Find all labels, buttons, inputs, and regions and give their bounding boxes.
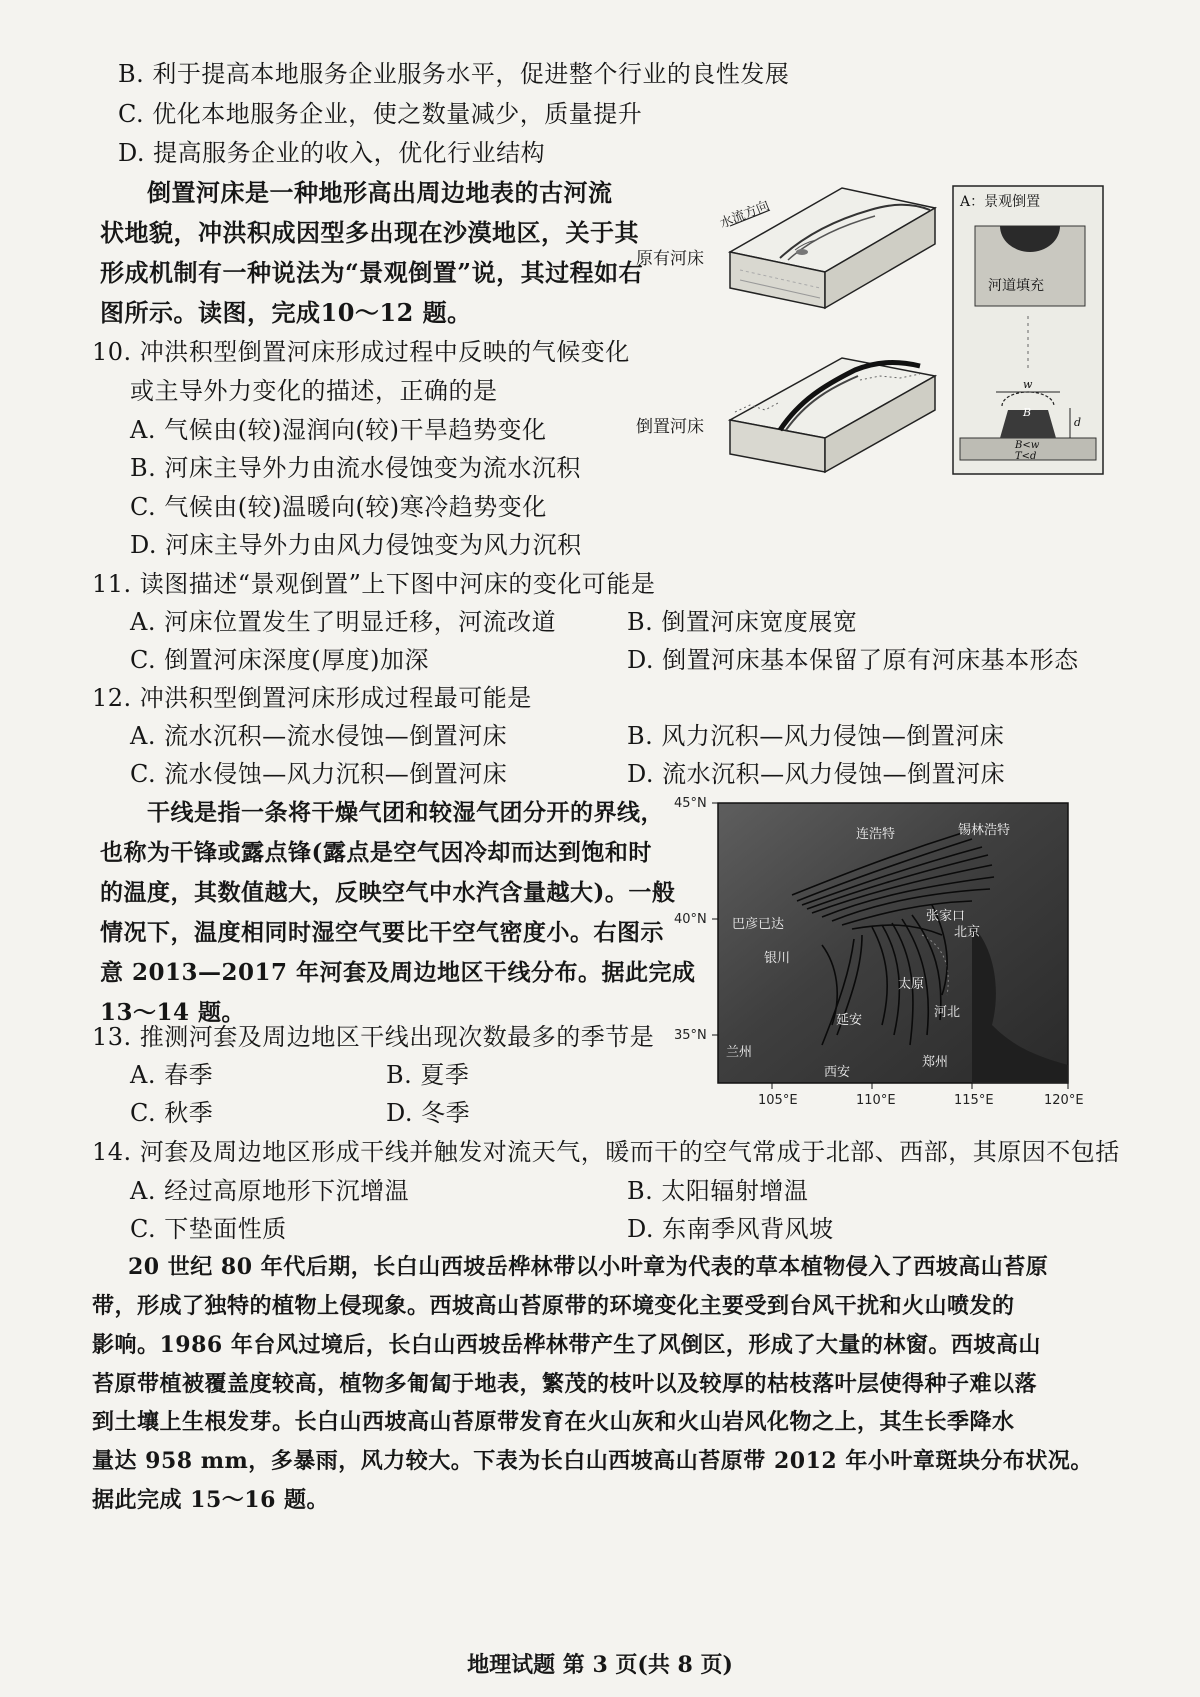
option-b-prev: B. 利于提高本地服务企业服务水平，促进整个行业的良性发展 (118, 60, 790, 88)
intro-dryline-line-5: 意 2013—2017 年河套及周边地区干线分布。据此完成 (100, 959, 696, 986)
q13-option-c: C. 秋季 (130, 1099, 214, 1127)
riverbed-figure (630, 180, 1105, 480)
d-label: d (1074, 416, 1082, 429)
q14-option-a: A. 经过高原地形下沉增温 (130, 1177, 410, 1205)
q10-stem-1: 10. 冲洪积型倒置河床形成过程中反映的气候变化 (92, 338, 630, 366)
q10-option-d: D. 河床主导外力由风力侵蚀变为风力沉积 (130, 531, 582, 559)
lat-45-label: 45°N (674, 796, 707, 811)
q13-option-b: B. 夏季 (386, 1061, 470, 1089)
place-lianhaote: 连浩特 (856, 827, 896, 842)
q12-stem: 12. 冲洪积型倒置河床形成过程最可能是 (92, 684, 532, 712)
intro-dryline-line-6: 13～14 题。 (100, 999, 246, 1026)
dryline-map-graphic (672, 795, 1092, 1115)
q12-option-c: C. 流水侵蚀—风力沉积—倒置河床 (130, 760, 508, 788)
place-zhengzhou: 郑州 (922, 1055, 949, 1070)
place-xilinhaote: 锡林浩特 (958, 823, 1011, 838)
place-taiyuan: 太原 (898, 977, 925, 992)
intro-dryline-line-4: 情况下，温度相同时湿空气要比干空气密度小。右图示 (100, 919, 664, 946)
q14-option-c: C. 下垫面性质 (130, 1215, 287, 1243)
place-zhangjiakou: 张家口 (926, 909, 966, 924)
q12-option-a: A. 流水沉积—流水侵蚀—倒置河床 (130, 722, 508, 750)
inverted-riverbed-label: 倒置河床 (636, 417, 704, 437)
lon-110-label: 110°E (856, 1093, 896, 1108)
intro-riverbed-line-1: 倒置河床是一种地形高出周边地表的古河流 (147, 178, 613, 207)
q11-stem: 11. 读图描述“景观倒置”上下图中河床的变化可能是 (92, 570, 656, 598)
q11-option-d: D. 倒置河床基本保留了原有河床基本形态 (627, 646, 1079, 674)
intro-changbai-line-5: 到土壤上生根发芽。长白山西坡高山苔原带发育在火山灰和火山岩风化物之上，其生长季降水 (92, 1409, 1015, 1435)
lat-40-label: 40°N (674, 912, 707, 927)
intro-dryline-line-2: 也称为干锋或露点锋(露点是空气因冷却而达到饱和时 (100, 839, 652, 866)
q13-option-a: A. 春季 (130, 1061, 214, 1089)
b-less-w-label: B<w (1015, 440, 1040, 451)
intro-dryline-line-1: 干线是指一条将干燥气团和较湿气团分开的界线， (147, 799, 664, 826)
landscape-inversion-title: A：景观倒置 (960, 194, 1041, 210)
place-xian: 西安 (824, 1065, 851, 1080)
width-w-label: w (1023, 378, 1033, 391)
lon-120-label: 120°E (1044, 1093, 1084, 1108)
intro-changbai-line-7: 据此完成 15～16 题。 (92, 1487, 330, 1513)
original-riverbed-label: 原有河床 (636, 249, 704, 269)
intro-changbai-line-4: 苔原带植被覆盖度较高，植物多匍匐于地表，繁茂的枝叶以及较厚的枯枝落叶层使得种子难以落 (92, 1371, 1038, 1397)
q11-option-b: B. 倒置河床宽度展宽 (627, 608, 858, 636)
q13-stem: 13. 推测河套及周边地区干线出现次数最多的季节是 (92, 1023, 655, 1051)
q14-option-d: D. 东南季风背风坡 (627, 1215, 834, 1243)
q14-stem: 14. 河套及周边地区形成干线并触发对流天气，暖而干的空气常成于北部、西部，其原因不包括 (92, 1138, 1120, 1166)
intro-riverbed-line-4: 图所示。读图，完成10～12 题。 (100, 298, 472, 327)
q10-option-c: C. 气候由(较)温暖向(较)寒冷趋势变化 (130, 493, 547, 521)
q10-option-a: A. 气候由(较)湿润向(较)干旱趋势变化 (130, 416, 547, 444)
lon-115-label: 115°E (954, 1093, 994, 1108)
intro-changbai-line-3: 影响。1986 年台风过境后，长白山西坡岳桦林带产生了风倒区，形成了大量的林窗。西坡高山 (92, 1332, 1041, 1358)
q12-option-d: D. 流水沉积—风力侵蚀—倒置河床 (627, 760, 1006, 788)
place-beijing: 北京 (954, 925, 981, 940)
place-yinchuan: 银川 (764, 951, 791, 966)
q10-stem-2: 或主导外力变化的描述，正确的是 (130, 377, 498, 405)
option-d-prev: D. 提高服务企业的收入，优化行业结构 (118, 139, 546, 167)
q14-option-b: B. 太阳辐射增温 (627, 1177, 809, 1205)
page-footer: 地理试题 第 3 页(共 8 页) (467, 1652, 733, 1678)
dryline-map (672, 795, 1092, 1115)
intro-dryline-line-3: 的温度，其数值越大，反映空气中水汽含量越大)。一般 (100, 879, 676, 906)
lon-105-label: 105°E (758, 1093, 798, 1108)
place-bayanyida: 巴彦已达 (732, 917, 785, 932)
intro-riverbed-line-2: 状地貌，冲洪积成因型多出现在沙漠地区，关于其 (100, 218, 639, 247)
q11-option-c: C. 倒置河床深度(厚度)加深 (130, 646, 429, 674)
q12-option-b: B. 风力沉积—风力侵蚀—倒置河床 (627, 722, 1005, 750)
q10-option-b: B. 河床主导外力由流水侵蚀变为流水沉积 (130, 454, 581, 482)
option-c-prev: C. 优化本地服务企业，使之数量减少，质量提升 (118, 100, 643, 128)
place-lanzhou: 兰州 (726, 1045, 753, 1060)
b-label: B (1023, 406, 1032, 419)
lat-35-label: 35°N (674, 1028, 707, 1043)
intro-changbai-line-1: 20 世纪 80 年代后期，长白山西坡岳桦林带以小叶章为代表的草本植物侵入了西坡高山苔原 (128, 1254, 1049, 1280)
place-yanan: 延安 (836, 1013, 863, 1028)
q11-option-a: A. 河床位置发生了明显迁移，河流改道 (130, 608, 557, 636)
intro-riverbed-line-3: 形成机制有一种说法为“景观倒置”说，其过程如右 (100, 258, 644, 287)
intro-changbai-line-2: 带，形成了独特的植物上侵现象。西坡高山苔原带的环境变化主要受到台风干扰和火山喷发的 (92, 1293, 1015, 1319)
q13-option-d: D. 冬季 (386, 1099, 471, 1127)
place-hebei: 河北 (934, 1005, 961, 1020)
flow-direction-label: 水流方向 (717, 198, 772, 232)
channel-fill-label: 河道填充 (988, 278, 1044, 294)
t-less-d-label: T<d (1015, 451, 1037, 462)
intro-changbai-line-6: 量达 958 mm，多暴雨，风力较大。下表为长白山西坡高山苔原带 2012 年小叶章斑块分布状况。 (92, 1448, 1093, 1474)
